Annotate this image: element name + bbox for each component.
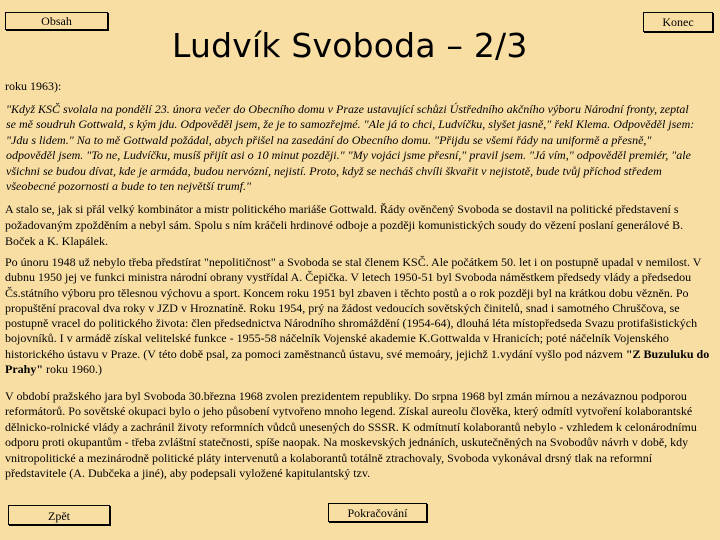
continue-button[interactable]: Pokračování: [328, 503, 427, 522]
paragraph-3: V období pražského jara byl Svoboda 30.března 1968 zvolen prezidentem republiky. Do srpna 1968 byl zmán mírnou a nezávaznou podporou reformátorů. Po sovětské okupaci bylo o jeho působení vytvořeno mnoho legend. Získal aureolu člověka, který odmítl vytvoření kolaborantské dělnicko-rolnické vlády a zachránil životy reformních vůdců unesených do SSSR. K odmítnutí kolaborantů nebylo - vzhledem k celonárodnímu odporu proti okupantům - třeba zvláštní statečnosti, spíše naopak. Na moskevských jednáních, uskutečněných na Svobodův návrh v době, kdy vnitropolitické a mezinárodně politické pláty intervenutů a kolaborantů totálně ztrachovaly, Svoboda vykonával drsný tlak na reformní představitele (A. Dubčeka a jiné), aby podepsali vyložené kapitulantský tzv.: [5, 389, 697, 481]
page-title: Ludvík Svoboda – 2/3: [172, 26, 528, 65]
paragraph-1: A stalo se, jak si přál velký kombinátor a mistr politického mariáše Gottwald. Řády ověnčený Svoboda se dostavil na politické představení s požadovaným zpožděním a nebyl sám. Spolu s ním kráčeli hrdinové odboje a později komunistických soudy do vězení poslaní generálové B. Boček a K. Klapálek.: [5, 202, 684, 248]
contents-button[interactable]: Obsah: [5, 12, 108, 30]
quote-paragraph: "Když KSČ svolala na pondělí 23. února večer do Obecního domu v Praze ustavující schůzi Ústředního akčního výboru Národní fronty, zeptal se mě soudruh Gottwald, s kým jdu. Odpověděl jsem, že je to samozřejmé. "Ale já to chci, Ludvíčku, slyšet jasně," řekl Klema. Odpověděl jsem: "Jdu s lidem." Na to mě Gottwald požádal, abych přišel na zasedání do Obecního domu. "Přijdu se všemi řády na uniformě a přesně," odpověděl jsem. "To ne, Ludvíčku, musíš přijít asi o 10 minut později." "My vojáci jsme přesní," pravil jsem. "Já vím," odpověděl premiér, "ale všichni se budou dívat, kde je armáda, budou nervózní, nejistí. Proto, když se necháš chvíli škvařit v nejistotě, bude tvůj příchod středem všeobecné pozornosti a bude to ten největší trumf.": [6, 102, 695, 194]
back-button[interactable]: Zpět: [8, 505, 110, 525]
paragraph-2-text: Po únoru 1948 už nebylo třeba předstírat "nepolitičnost" a Svoboda se stal členem KSČ. Ale počátkem 50. let i on postupně upadal v nemilost. V dubnu 1950 jej ve funkci ministra národní obrany vystřídal A. Čepička. V letech 1950-51 byl Svoboda náměstkem předsedy vlády a předsedou Čs.státního výboru pro tělesnou výchovu a sport. Koncem roku 1951 byl zbaven i těchto postů a o rok později byl na krátkou dobu vězněn. Po propuštění pracoval dva roky v JZD v Hroznatíně. Roku 1954, prý na žádost vedoucích sovětských činitelů, snad i samotného Chruščova, se postupně vracel do politického života: člen předsednictva Národního shromáždění (1954-64), dlouhá léta místopředseda Svazu protifašistických bojovníků. I v armádě získal velitelské funkce - 1955-58 náčelník Vojenské akademie K.Gottwalda v Hranicích; poté náčelník Vojenského historického ústavu v Praze. (V této době psal, za pomoci zaměstnanců ústavu, své memoáry, jejichž 1.vydání vyšlo pod názvem: [5, 255, 702, 361]
book-title: "Z Buzuluku do Prahy": [5, 346, 710, 377]
text-fragment: roku 1963):: [5, 79, 62, 93]
paragraph-2: [5, 255, 715, 377]
paragraph-2-end: roku 1960.): [43, 362, 102, 377]
end-button[interactable]: Konec: [643, 12, 713, 32]
